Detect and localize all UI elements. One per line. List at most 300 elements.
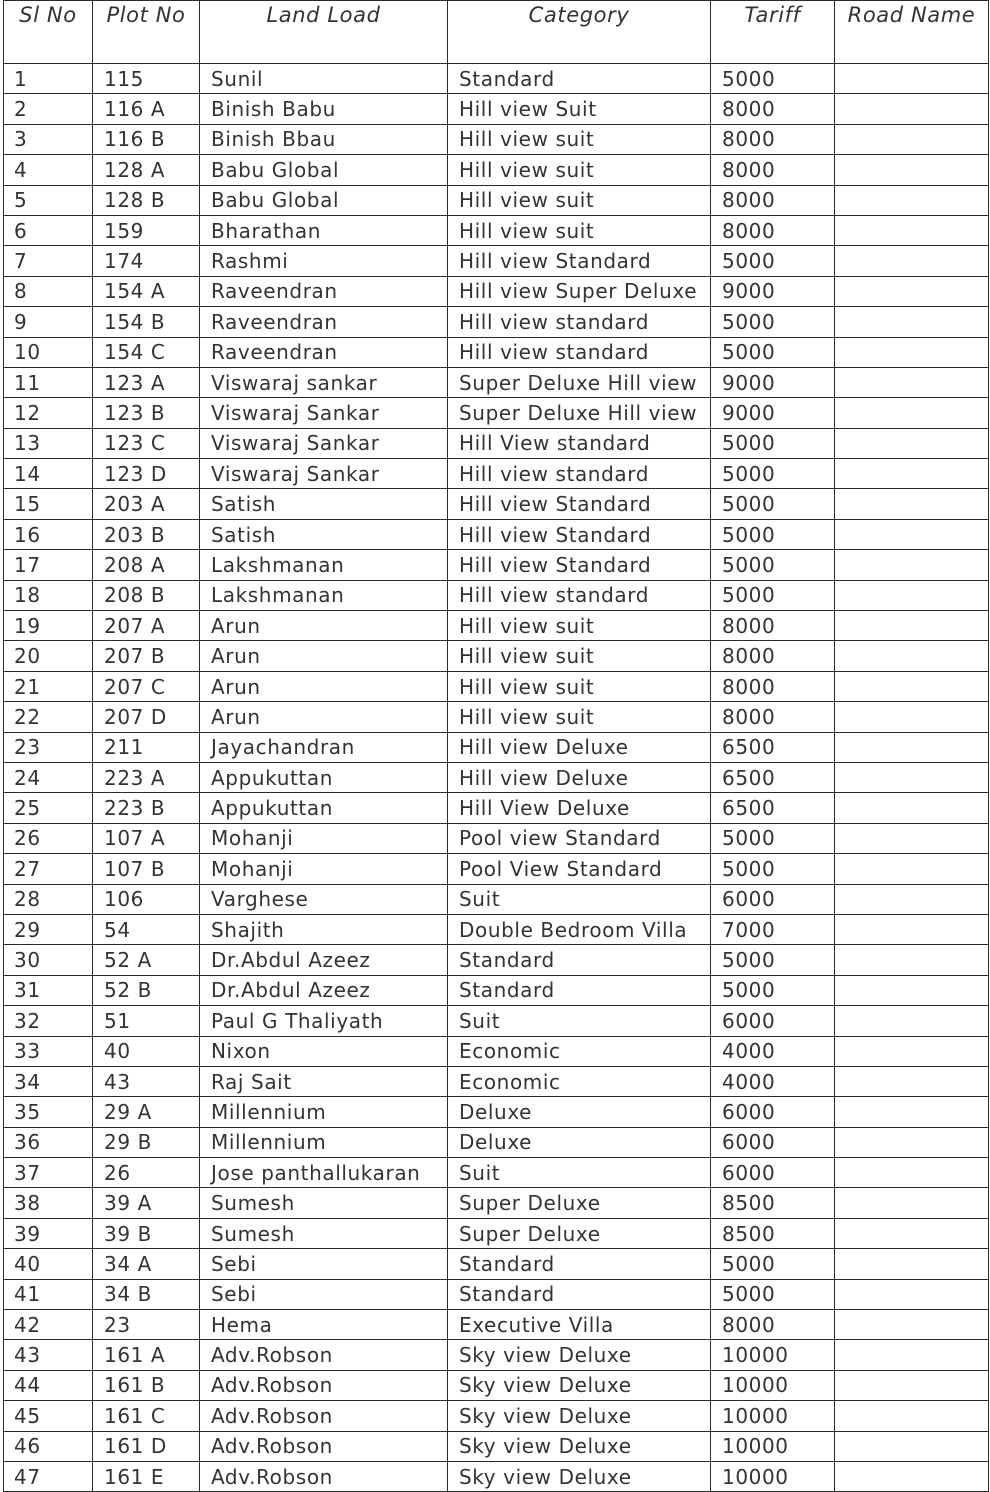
cell-land-load: Viswaraj sankar: [200, 367, 448, 397]
cell-road-name: [835, 702, 989, 732]
cell-sl-no: 45: [4, 1401, 93, 1431]
cell-category: Sky view Deluxe: [448, 1461, 711, 1491]
cell-plot-no: 54: [93, 914, 200, 944]
cell-tariff: 8000: [711, 641, 835, 671]
cell-land-load: Shajith: [200, 914, 448, 944]
cell-category: Deluxe: [448, 1127, 711, 1157]
cell-plot-no: 159: [93, 215, 200, 245]
header-plot-no: Plot No: [93, 1, 200, 64]
cell-sl-no: 37: [4, 1158, 93, 1188]
table-row: [4, 702, 989, 732]
cell-plot-no: 39 B: [93, 1218, 200, 1248]
cell-land-load: Jose panthallukaran: [200, 1158, 448, 1188]
cell-tariff: 6000: [711, 1097, 835, 1127]
cell-road-name: [835, 215, 989, 245]
cell-sl-no: 32: [4, 1006, 93, 1036]
table-row: [4, 823, 989, 853]
cell-sl-no: 14: [4, 459, 93, 489]
cell-land-load: Raveendran: [200, 276, 448, 306]
cell-plot-no: 52 B: [93, 975, 200, 1005]
cell-sl-no: 1: [4, 64, 93, 94]
cell-tariff: 10000: [711, 1401, 835, 1431]
cell-plot-no: 207 A: [93, 611, 200, 641]
cell-plot-no: 26: [93, 1158, 200, 1188]
cell-tariff: 5000: [711, 580, 835, 610]
table-body: [4, 64, 989, 1492]
cell-sl-no: 20: [4, 641, 93, 671]
table-row: [4, 459, 989, 489]
table-row: [4, 884, 989, 914]
cell-land-load: Babu Global: [200, 185, 448, 215]
cell-sl-no: 16: [4, 519, 93, 549]
cell-plot-no: 154 A: [93, 276, 200, 306]
cell-tariff: 5000: [711, 945, 835, 975]
cell-category: Super Deluxe: [448, 1188, 711, 1218]
cell-plot-no: 123 A: [93, 367, 200, 397]
table-row: [4, 854, 989, 884]
cell-road-name: [835, 1340, 989, 1370]
cell-sl-no: 38: [4, 1188, 93, 1218]
cell-road-name: [835, 367, 989, 397]
header-sl-no: Sl No: [4, 1, 93, 64]
cell-plot-no: 208 A: [93, 550, 200, 580]
cell-plot-no: 128 B: [93, 185, 200, 215]
table-row: [4, 1218, 989, 1248]
cell-plot-no: 161 A: [93, 1340, 200, 1370]
cell-land-load: Adv.Robson: [200, 1431, 448, 1461]
table-row: [4, 519, 989, 549]
table-row: [4, 611, 989, 641]
cell-road-name: [835, 1370, 989, 1400]
cell-category: Hill view standard: [448, 307, 711, 337]
cell-tariff: 8000: [711, 611, 835, 641]
cell-category: Hill view Standard: [448, 246, 711, 276]
cell-tariff: 6500: [711, 732, 835, 762]
cell-sl-no: 31: [4, 975, 93, 1005]
cell-land-load: Sebi: [200, 1279, 448, 1309]
cell-tariff: 8000: [711, 124, 835, 154]
cell-road-name: [835, 185, 989, 215]
cell-tariff: 8000: [711, 1310, 835, 1340]
header-tariff: Tariff: [711, 1, 835, 64]
cell-category: Hill view suit: [448, 124, 711, 154]
cell-tariff: 5000: [711, 1249, 835, 1279]
cell-land-load: Rashmi: [200, 246, 448, 276]
cell-road-name: [835, 732, 989, 762]
cell-tariff: 5000: [711, 975, 835, 1005]
cell-road-name: [835, 945, 989, 975]
cell-land-load: Viswaraj Sankar: [200, 459, 448, 489]
cell-road-name: [835, 1279, 989, 1309]
cell-sl-no: 24: [4, 762, 93, 792]
cell-category: Hill view standard: [448, 580, 711, 610]
cell-category: Hill View Deluxe: [448, 793, 711, 823]
cell-category: Suit: [448, 1158, 711, 1188]
cell-tariff: 8000: [711, 94, 835, 124]
cell-sl-no: 47: [4, 1461, 93, 1491]
cell-category: Hill view Standard: [448, 550, 711, 580]
cell-sl-no: 22: [4, 702, 93, 732]
table-row: [4, 1310, 989, 1340]
cell-category: Hill view suit: [448, 641, 711, 671]
cell-land-load: Sumesh: [200, 1218, 448, 1248]
cell-land-load: Arun: [200, 702, 448, 732]
header-land-load: Land Load: [200, 1, 448, 64]
table-row: [4, 246, 989, 276]
cell-land-load: Dr.Abdul Azeez: [200, 945, 448, 975]
cell-tariff: 6500: [711, 762, 835, 792]
cell-plot-no: 207 C: [93, 671, 200, 701]
cell-plot-no: 107 A: [93, 823, 200, 853]
cell-land-load: Sumesh: [200, 1188, 448, 1218]
cell-sl-no: 11: [4, 367, 93, 397]
table-row: [4, 762, 989, 792]
cell-plot-no: 161 C: [93, 1401, 200, 1431]
table-row: [4, 428, 989, 458]
cell-land-load: Nixon: [200, 1036, 448, 1066]
cell-plot-no: 107 B: [93, 854, 200, 884]
cell-land-load: Adv.Robson: [200, 1461, 448, 1491]
cell-plot-no: 203 B: [93, 519, 200, 549]
table-row: [4, 155, 989, 185]
cell-category: Standard: [448, 1279, 711, 1309]
cell-road-name: [835, 914, 989, 944]
cell-land-load: Raveendran: [200, 307, 448, 337]
cell-plot-no: 154 C: [93, 337, 200, 367]
cell-category: Super Deluxe Hill view: [448, 367, 711, 397]
cell-land-load: Adv.Robson: [200, 1401, 448, 1431]
table-row: [4, 64, 989, 94]
cell-road-name: [835, 580, 989, 610]
cell-category: Hill view Super Deluxe: [448, 276, 711, 306]
table-row: [4, 276, 989, 306]
cell-category: Economic: [448, 1036, 711, 1066]
cell-sl-no: 19: [4, 611, 93, 641]
cell-category: Deluxe: [448, 1097, 711, 1127]
cell-land-load: Lakshmanan: [200, 550, 448, 580]
cell-category: Sky view Deluxe: [448, 1431, 711, 1461]
cell-sl-no: 6: [4, 215, 93, 245]
cell-category: Hill view Suit: [448, 94, 711, 124]
cell-plot-no: 40: [93, 1036, 200, 1066]
cell-sl-no: 26: [4, 823, 93, 853]
cell-tariff: 4000: [711, 1036, 835, 1066]
cell-plot-no: 43: [93, 1066, 200, 1096]
cell-plot-no: 51: [93, 1006, 200, 1036]
cell-plot-no: 34 A: [93, 1249, 200, 1279]
cell-road-name: [835, 337, 989, 367]
cell-plot-no: 123 C: [93, 428, 200, 458]
cell-sl-no: 40: [4, 1249, 93, 1279]
table-row: [4, 1249, 989, 1279]
table-row: [4, 215, 989, 245]
cell-sl-no: 46: [4, 1431, 93, 1461]
cell-category: Sky view Deluxe: [448, 1370, 711, 1400]
cell-plot-no: 106: [93, 884, 200, 914]
cell-road-name: [835, 1188, 989, 1218]
header-road-name: Road Name: [835, 1, 989, 64]
cell-plot-no: 34 B: [93, 1279, 200, 1309]
cell-plot-no: 128 A: [93, 155, 200, 185]
table-row: [4, 914, 989, 944]
cell-road-name: [835, 550, 989, 580]
cell-road-name: [835, 276, 989, 306]
table-row: [4, 793, 989, 823]
cell-road-name: [835, 671, 989, 701]
cell-tariff: 9000: [711, 276, 835, 306]
cell-plot-no: 116 B: [93, 124, 200, 154]
cell-road-name: [835, 155, 989, 185]
cell-land-load: Arun: [200, 671, 448, 701]
cell-road-name: [835, 762, 989, 792]
cell-land-load: Sunil: [200, 64, 448, 94]
cell-category: Hill view Deluxe: [448, 762, 711, 792]
cell-category: Hill view suit: [448, 611, 711, 641]
table-row: [4, 185, 989, 215]
cell-tariff: 8000: [711, 185, 835, 215]
table-row: [4, 337, 989, 367]
header-row: [4, 1, 989, 64]
table-row: [4, 732, 989, 762]
cell-tariff: 9000: [711, 367, 835, 397]
cell-tariff: 5000: [711, 489, 835, 519]
cell-tariff: 9000: [711, 398, 835, 428]
cell-sl-no: 29: [4, 914, 93, 944]
cell-sl-no: 10: [4, 337, 93, 367]
cell-tariff: 8000: [711, 702, 835, 732]
cell-category: Suit: [448, 884, 711, 914]
cell-land-load: Raj Sait: [200, 1066, 448, 1096]
cell-road-name: [835, 975, 989, 1005]
cell-road-name: [835, 398, 989, 428]
cell-plot-no: 23: [93, 1310, 200, 1340]
cell-tariff: 10000: [711, 1461, 835, 1491]
cell-category: Super Deluxe Hill view: [448, 398, 711, 428]
table-row: [4, 398, 989, 428]
cell-tariff: 8000: [711, 671, 835, 701]
cell-sl-no: 35: [4, 1097, 93, 1127]
cell-road-name: [835, 641, 989, 671]
cell-land-load: Binish Babu: [200, 94, 448, 124]
cell-land-load: Bharathan: [200, 215, 448, 245]
cell-plot-no: 39 A: [93, 1188, 200, 1218]
cell-sl-no: 25: [4, 793, 93, 823]
cell-plot-no: 29 A: [93, 1097, 200, 1127]
cell-road-name: [835, 1066, 989, 1096]
cell-land-load: Jayachandran: [200, 732, 448, 762]
cell-tariff: 5000: [711, 428, 835, 458]
cell-road-name: [835, 459, 989, 489]
cell-land-load: Lakshmanan: [200, 580, 448, 610]
cell-category: Super Deluxe: [448, 1218, 711, 1248]
cell-category: Standard: [448, 64, 711, 94]
table-row: [4, 1431, 989, 1461]
cell-road-name: [835, 823, 989, 853]
cell-sl-no: 12: [4, 398, 93, 428]
cell-plot-no: 161 D: [93, 1431, 200, 1461]
cell-plot-no: 29 B: [93, 1127, 200, 1157]
cell-category: Hill view suit: [448, 185, 711, 215]
table-row: [4, 550, 989, 580]
cell-category: Hill view suit: [448, 671, 711, 701]
table-row: [4, 1066, 989, 1096]
cell-category: Economic: [448, 1066, 711, 1096]
cell-road-name: [835, 1158, 989, 1188]
cell-plot-no: 154 B: [93, 307, 200, 337]
cell-category: Hill view Deluxe: [448, 732, 711, 762]
cell-land-load: Appukuttan: [200, 793, 448, 823]
cell-category: Suit: [448, 1006, 711, 1036]
cell-tariff: 6500: [711, 793, 835, 823]
cell-sl-no: 23: [4, 732, 93, 762]
cell-sl-no: 17: [4, 550, 93, 580]
cell-sl-no: 36: [4, 1127, 93, 1157]
cell-land-load: Satish: [200, 519, 448, 549]
cell-tariff: 5000: [711, 246, 835, 276]
cell-plot-no: 161 E: [93, 1461, 200, 1491]
cell-road-name: [835, 1401, 989, 1431]
cell-plot-no: 223 B: [93, 793, 200, 823]
cell-land-load: Adv.Robson: [200, 1340, 448, 1370]
cell-land-load: Arun: [200, 611, 448, 641]
cell-plot-no: 116 A: [93, 94, 200, 124]
cell-land-load: Varghese: [200, 884, 448, 914]
cell-sl-no: 27: [4, 854, 93, 884]
cell-plot-no: 203 A: [93, 489, 200, 519]
cell-road-name: [835, 1127, 989, 1157]
cell-sl-no: 13: [4, 428, 93, 458]
cell-road-name: [835, 428, 989, 458]
cell-tariff: 8500: [711, 1218, 835, 1248]
cell-road-name: [835, 611, 989, 641]
cell-road-name: [835, 1097, 989, 1127]
cell-tariff: 5000: [711, 459, 835, 489]
cell-sl-no: 4: [4, 155, 93, 185]
cell-plot-no: 223 A: [93, 762, 200, 792]
cell-road-name: [835, 124, 989, 154]
table-row: [4, 307, 989, 337]
cell-road-name: [835, 884, 989, 914]
cell-road-name: [835, 489, 989, 519]
cell-tariff: 10000: [711, 1370, 835, 1400]
cell-tariff: 8000: [711, 155, 835, 185]
cell-road-name: [835, 1249, 989, 1279]
cell-land-load: Hema: [200, 1310, 448, 1340]
cell-road-name: [835, 1461, 989, 1491]
cell-sl-no: 5: [4, 185, 93, 215]
cell-plot-no: 174: [93, 246, 200, 276]
cell-road-name: [835, 519, 989, 549]
cell-road-name: [835, 1218, 989, 1248]
cell-category: Hill view standard: [448, 459, 711, 489]
cell-plot-no: 207 D: [93, 702, 200, 732]
cell-tariff: 6000: [711, 1006, 835, 1036]
cell-category: Hill view suit: [448, 215, 711, 245]
cell-tariff: 6000: [711, 1127, 835, 1157]
cell-category: Hill view Standard: [448, 489, 711, 519]
header-category: Category: [448, 1, 711, 64]
cell-sl-no: 9: [4, 307, 93, 337]
cell-tariff: 8000: [711, 215, 835, 245]
cell-land-load: Dr.Abdul Azeez: [200, 975, 448, 1005]
cell-tariff: 7000: [711, 914, 835, 944]
cell-road-name: [835, 1036, 989, 1066]
cell-sl-no: 18: [4, 580, 93, 610]
cell-plot-no: 115: [93, 64, 200, 94]
table-row: [4, 367, 989, 397]
cell-plot-no: 207 B: [93, 641, 200, 671]
cell-land-load: Appukuttan: [200, 762, 448, 792]
cell-sl-no: 2: [4, 94, 93, 124]
cell-land-load: Babu Global: [200, 155, 448, 185]
cell-sl-no: 33: [4, 1036, 93, 1066]
cell-plot-no: 123 B: [93, 398, 200, 428]
cell-land-load: Millennium: [200, 1097, 448, 1127]
table-row: [4, 1158, 989, 1188]
table-header: [4, 1, 989, 64]
cell-road-name: [835, 793, 989, 823]
cell-sl-no: 42: [4, 1310, 93, 1340]
cell-category: Hill View standard: [448, 428, 711, 458]
cell-tariff: 10000: [711, 1340, 835, 1370]
table-row: [4, 124, 989, 154]
cell-tariff: 5000: [711, 519, 835, 549]
table-row: [4, 1340, 989, 1370]
cell-tariff: 8500: [711, 1188, 835, 1218]
cell-sl-no: 44: [4, 1370, 93, 1400]
table-row: [4, 489, 989, 519]
tariff-table: [3, 0, 989, 1492]
cell-plot-no: 123 D: [93, 459, 200, 489]
table-row: [4, 641, 989, 671]
cell-tariff: 5000: [711, 854, 835, 884]
cell-tariff: 5000: [711, 823, 835, 853]
cell-road-name: [835, 1006, 989, 1036]
cell-category: Double Bedroom Villa: [448, 914, 711, 944]
cell-tariff: 5000: [711, 1279, 835, 1309]
cell-tariff: 5000: [711, 550, 835, 580]
cell-road-name: [835, 246, 989, 276]
cell-category: Hill view Standard: [448, 519, 711, 549]
cell-land-load: Binish Bbau: [200, 124, 448, 154]
cell-sl-no: 8: [4, 276, 93, 306]
table-row: [4, 1127, 989, 1157]
table-row: [4, 1097, 989, 1127]
cell-tariff: 6000: [711, 884, 835, 914]
cell-land-load: Raveendran: [200, 337, 448, 367]
table-row: [4, 94, 989, 124]
cell-land-load: Millennium: [200, 1127, 448, 1157]
cell-land-load: Paul G Thaliyath: [200, 1006, 448, 1036]
cell-sl-no: 43: [4, 1340, 93, 1370]
cell-land-load: Mohanji: [200, 823, 448, 853]
cell-category: Standard: [448, 975, 711, 1005]
table-row: [4, 1188, 989, 1218]
cell-category: Standard: [448, 1249, 711, 1279]
cell-tariff: 5000: [711, 337, 835, 367]
cell-plot-no: 211: [93, 732, 200, 762]
cell-sl-no: 34: [4, 1066, 93, 1096]
table-row: [4, 1036, 989, 1066]
cell-sl-no: 28: [4, 884, 93, 914]
cell-land-load: Viswaraj Sankar: [200, 428, 448, 458]
cell-tariff: 6000: [711, 1158, 835, 1188]
cell-land-load: Viswaraj Sankar: [200, 398, 448, 428]
cell-category: Executive Villa: [448, 1310, 711, 1340]
cell-land-load: Mohanji: [200, 854, 448, 884]
cell-category: Hill view standard: [448, 337, 711, 367]
cell-road-name: [835, 64, 989, 94]
